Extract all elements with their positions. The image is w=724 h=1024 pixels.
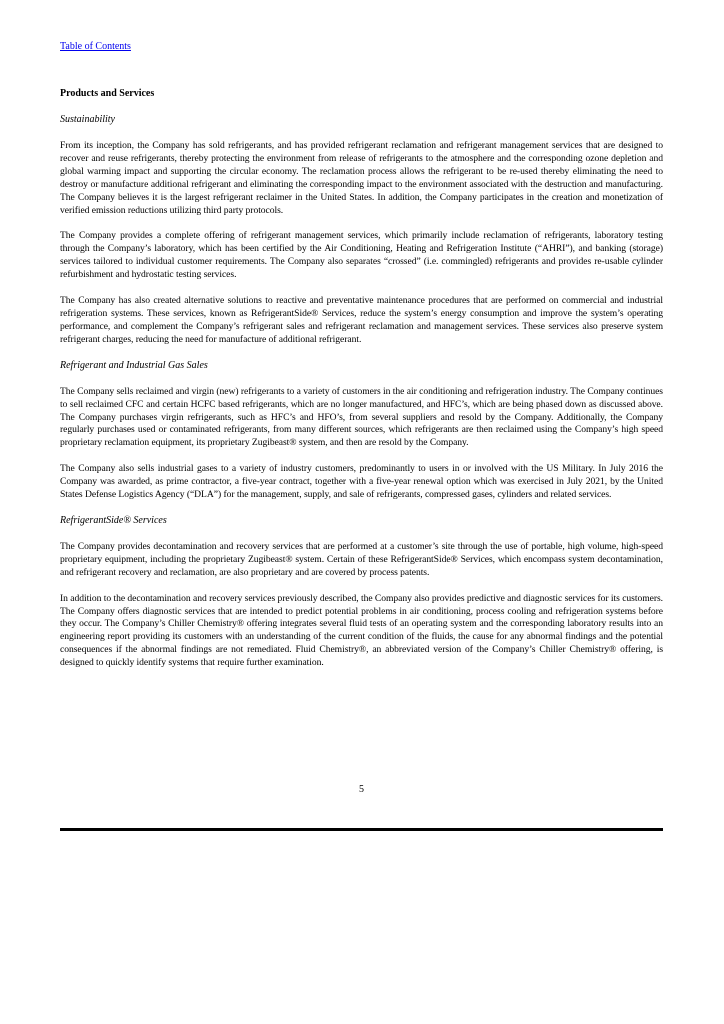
- table-of-contents-link[interactable]: Table of Contents: [60, 41, 131, 52]
- page-content: [60, 114, 663, 683]
- subheading-gas-sales: Refrigerant and Industrial Gas Sales: [60, 359, 208, 371]
- paragraph-sustainability-3: The Company has also created alternative solutions to reactive and preventative maintenance procedures that are performed on commercial and industrial refrigeration systems. These services, known as RefrigerantSide® Services, reduce the system’s energy consumption and improve the system’s operating performance, and complement the Company’s refrigerant sales and refrigerant reclamation and management services. These services also preserve system refrigerant charges, reducing the need for manufacture of additional refrigerant.: [60, 295, 663, 345]
- subheading-refrigerantside: RefrigerantSide® Services: [60, 514, 167, 526]
- page-number: 5: [359, 784, 364, 795]
- section-title: Products and Services: [60, 88, 155, 99]
- paragraph-gas-sales-2: The Company also sells industrial gases to a variety of industry customers, predominantly to users in or involved with the US Military. In July 2016 the Company was awarded, as prime contractor, a five-year contract, together with a five-year renewal option which was exercised in July 2021, by the United States Defense Logistics Agency (“DLA”) for the management, supply, and sale of refrigerants, compressed gases, cylinders and related services.: [60, 463, 663, 501]
- subheading-sustainability: Sustainability: [60, 114, 115, 125]
- paragraph-refrigerantside-2: In addition to the decontamination and recovery services previously described, the Company also provides predictive and diagnostic services for its customers. The Company offers diagnostic services that are intended to predict potential problems in air conditioning, process cooling and refrigeration systems before they occur. The Company’s Chiller Chemistry® offering integrates several fluid tests of an operating system and the corresponding laboratory results into an engineering report providing its customers with an understanding of the current condition of the fluids, the cause for any abnormal findings and the potential consequences if the abnormal findings are not remediated. Fluid Chemistry®, an abbreviated version of the Company’s Chiller Chemistry® offering, is designed to quickly identify systems that require further examination.: [60, 592, 663, 669]
- paragraph-sustainability-1: From its inception, the Company has sold refrigerants, and has provided refrigerant reclamation and refrigerant management services that are designed to recover and reuse refrigerants, thereby protecting the environment from release of refrigerants to the atmosphere and the corresponding ozone depletion and global warming impact and supporting the circular economy. The reclamation process allows the refrigerant to be re-used thereby eliminating the need to destroy or manufacture additional refrigerant and eliminating the corresponding impact to the environment associated with the destruction and manufacturing. The Company believes it is the largest refrigerant reclaimer in the United States. In addition, the Company participates in the creation and monetization of verified emission reductions utilizing third party protocols.: [60, 140, 663, 216]
- paragraph-sustainability-2: The Company provides a complete offering of refrigerant management services, which primarily include reclamation of refrigerants, laboratory testing through the Company’s laboratory, which has been certified by the Air Conditioning, Heating and Refrigeration Institute (“AHRI”), and banking (storage) services tailored to individual customer requirements. The Company also separates “crossed” (i.e. commingled) refrigerants and provides re-usable cylinder refurbishment and hydrostatic testing services.: [60, 230, 663, 281]
- paragraph-gas-sales-1: The Company sells reclaimed and virgin (new) refrigerants to a variety of customers in the air conditioning and refrigeration industry. The Company continues to sell reclaimed CFC and certain HCFC based refrigerants, which are no longer manufactured, and HFC’s, which are being phased down as discussed above. The Company purchases virgin refrigerants, such as HFC’s and HFO’s, from several suppliers and resold by the Company. Additionally, the Company regularly purchases used or contaminated refrigerants, from many different sources, which refrigerants are then reclaimed using the Company’s high speed proprietary reclamation equipment, its proprietary Zugibeast® system, and then are resold by the Company.: [60, 385, 663, 449]
- paragraph-refrigerantside-1: The Company provides decontamination and recovery services that are performed at a customer’s site through the use of portable, high volume, high-speed proprietary equipment, including the proprietary Zugibeast® system. Certain of these RefrigerantSide® Services, which encompass system decontamination, and refrigerant recovery and reclamation, are also proprietary and are covered by process patents.: [60, 540, 663, 578]
- page-divider: [60, 828, 663, 831]
